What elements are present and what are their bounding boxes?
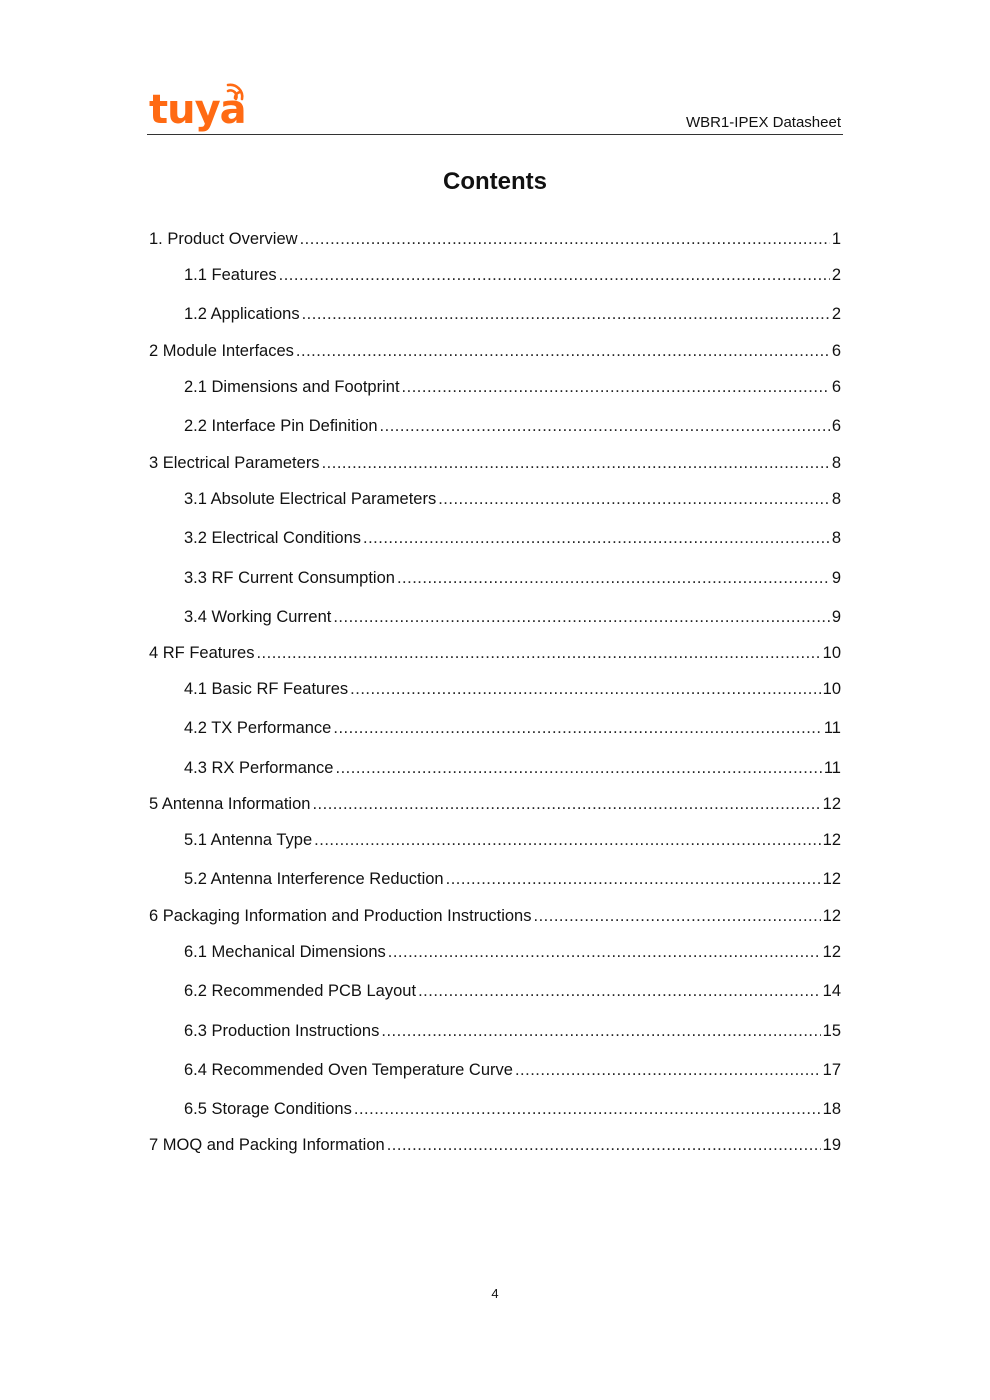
dot-leader	[388, 941, 821, 963]
dot-leader	[256, 642, 820, 664]
dot-leader	[387, 1134, 821, 1156]
dot-leader	[402, 376, 830, 398]
page-number: 4	[491, 1286, 499, 1301]
logo-text: tuya	[149, 87, 246, 133]
toc-entry[interactable]	[184, 941, 841, 963]
toc-entry[interactable]	[184, 303, 841, 325]
dot-leader	[314, 829, 820, 851]
toc-entry-page[interactable]: 8	[831, 454, 841, 472]
toc-entry-page[interactable]: 19	[822, 1136, 841, 1154]
toc-entry[interactable]	[149, 905, 841, 927]
toc-entry-page[interactable]: 12	[822, 907, 841, 925]
contents-heading: Contents	[443, 168, 547, 195]
toc-entry[interactable]	[184, 1098, 841, 1120]
toc-entry-page[interactable]: 1	[831, 230, 841, 248]
dot-leader	[335, 757, 821, 779]
toc-entry-label[interactable]: 3 Electrical Parameters	[149, 454, 320, 472]
toc-entry[interactable]	[184, 980, 841, 1002]
dot-leader	[363, 527, 830, 549]
toc-entry-label[interactable]: 6.1 Mechanical Dimensions	[184, 943, 386, 961]
toc-entry-page[interactable]: 2	[831, 305, 841, 323]
dot-leader	[381, 1020, 820, 1042]
toc-entry-page[interactable]: 10	[822, 680, 841, 698]
dot-leader	[418, 980, 821, 1002]
toc-entry-page[interactable]: 18	[822, 1100, 841, 1118]
toc-entry-label[interactable]: 1.1 Features	[184, 266, 277, 284]
toc-entry[interactable]	[149, 340, 841, 362]
toc-entry[interactable]	[184, 415, 841, 437]
toc-entry[interactable]	[184, 717, 841, 739]
dot-leader	[354, 1098, 821, 1120]
toc-entry-label[interactable]: 4 RF Features	[149, 644, 255, 662]
toc-entry-label[interactable]: 6.4 Recommended Oven Temperature Curve	[184, 1061, 513, 1079]
toc-entry-page[interactable]: 10	[822, 644, 841, 662]
toc-entry-page[interactable]: 11	[823, 759, 841, 777]
toc-entry-label[interactable]: 6 Packaging Information and Production Instructions	[149, 907, 532, 925]
toc-entry[interactable]	[184, 868, 841, 890]
toc-entry-page[interactable]: 6	[831, 342, 841, 360]
toc-entry-label[interactable]: 5 Antenna Information	[149, 795, 311, 813]
toc-entry-page[interactable]: 12	[822, 831, 841, 849]
toc-entry[interactable]	[184, 527, 841, 549]
toc-entry-page[interactable]: 14	[822, 982, 841, 1000]
toc-entry-page[interactable]: 15	[822, 1022, 841, 1040]
toc-entry-label[interactable]: 6.2 Recommended PCB Layout	[184, 982, 417, 1000]
toc-entry-page[interactable]: 17	[822, 1061, 841, 1079]
dot-leader	[446, 868, 821, 890]
toc-entry-page[interactable]: 9	[831, 569, 841, 587]
toc-entry[interactable]	[184, 829, 841, 851]
dot-leader	[438, 488, 830, 510]
toc-entry-label[interactable]: 1.2 Applications	[184, 305, 300, 323]
toc-entry[interactable]	[149, 1134, 841, 1156]
dot-leader	[302, 303, 830, 325]
toc-entry-label[interactable]: 5.1 Antenna Type	[184, 831, 313, 849]
toc-entry-page[interactable]: 11	[823, 719, 841, 737]
dot-leader	[333, 717, 822, 739]
toc-entry[interactable]	[149, 642, 841, 664]
toc-entry-page[interactable]: 12	[822, 870, 841, 888]
document-title: WBR1-IPEX Datasheet	[685, 114, 841, 131]
toc-entry[interactable]	[184, 488, 841, 510]
dot-leader	[300, 228, 830, 250]
toc-entry-page[interactable]: 6	[831, 417, 841, 435]
toc-entry-label[interactable]: 4.2 TX Performance	[184, 719, 332, 737]
page-header	[147, 80, 843, 135]
toc-entry-label[interactable]: 3.2 Electrical Conditions	[184, 529, 362, 547]
toc-entry-page[interactable]: 8	[831, 490, 841, 508]
toc-entry-page[interactable]: 2	[831, 266, 841, 284]
toc-entry-label[interactable]: 3.3 RF Current Consumption	[184, 569, 395, 587]
toc-entry[interactable]	[184, 264, 841, 286]
dot-leader	[322, 452, 830, 474]
dot-leader	[333, 606, 829, 628]
toc-entry-page[interactable]: 12	[822, 943, 841, 961]
dot-leader	[533, 905, 820, 927]
toc-entry[interactable]	[149, 228, 841, 250]
toc-entry[interactable]	[184, 757, 841, 779]
toc-entry-label[interactable]: 2.1 Dimensions and Footprint	[184, 378, 400, 396]
dot-leader	[312, 793, 820, 815]
toc-entry-label[interactable]: 4.1 Basic RF Features	[184, 680, 349, 698]
toc-entry[interactable]	[184, 567, 841, 589]
toc-entry-label[interactable]: 6.3 Production Instructions	[184, 1022, 380, 1040]
toc-entry-label[interactable]: 6.5 Storage Conditions	[184, 1100, 352, 1118]
toc-entry-label[interactable]: 1. Product Overview	[149, 230, 298, 248]
toc-entry-page[interactable]: 12	[822, 795, 841, 813]
toc-entry[interactable]	[184, 1059, 841, 1081]
toc-entry[interactable]	[149, 793, 841, 815]
toc-entry-page[interactable]: 8	[831, 529, 841, 547]
toc-entry[interactable]	[149, 452, 841, 474]
toc-entry-label[interactable]: 3.1 Absolute Electrical Parameters	[184, 490, 437, 508]
dot-leader	[515, 1059, 821, 1081]
toc-entry-label[interactable]: 7 MOQ and Packing Information	[149, 1136, 385, 1154]
dot-leader	[397, 567, 830, 589]
dot-leader	[380, 415, 830, 437]
toc-entry[interactable]	[184, 606, 841, 628]
toc-entry-label[interactable]: 2.2 Interface Pin Definition	[184, 417, 378, 435]
toc-entry-page[interactable]: 6	[831, 378, 841, 396]
toc-entry[interactable]	[184, 376, 841, 398]
toc-entry-page[interactable]: 9	[831, 608, 841, 626]
toc-entry-label[interactable]: 4.3 RX Performance	[184, 759, 334, 777]
toc-entry[interactable]	[184, 678, 841, 700]
toc-entry-label[interactable]: 5.2 Antenna Interference Reduction	[184, 870, 444, 888]
toc-entry-label[interactable]: 2 Module Interfaces	[149, 342, 294, 360]
toc-entry-label[interactable]: 3.4 Working Current	[184, 608, 332, 626]
wifi-signal-icon	[225, 82, 245, 102]
dot-leader	[350, 678, 820, 700]
toc-entry[interactable]	[184, 1020, 841, 1042]
dot-leader	[279, 264, 830, 286]
dot-leader	[296, 340, 830, 362]
